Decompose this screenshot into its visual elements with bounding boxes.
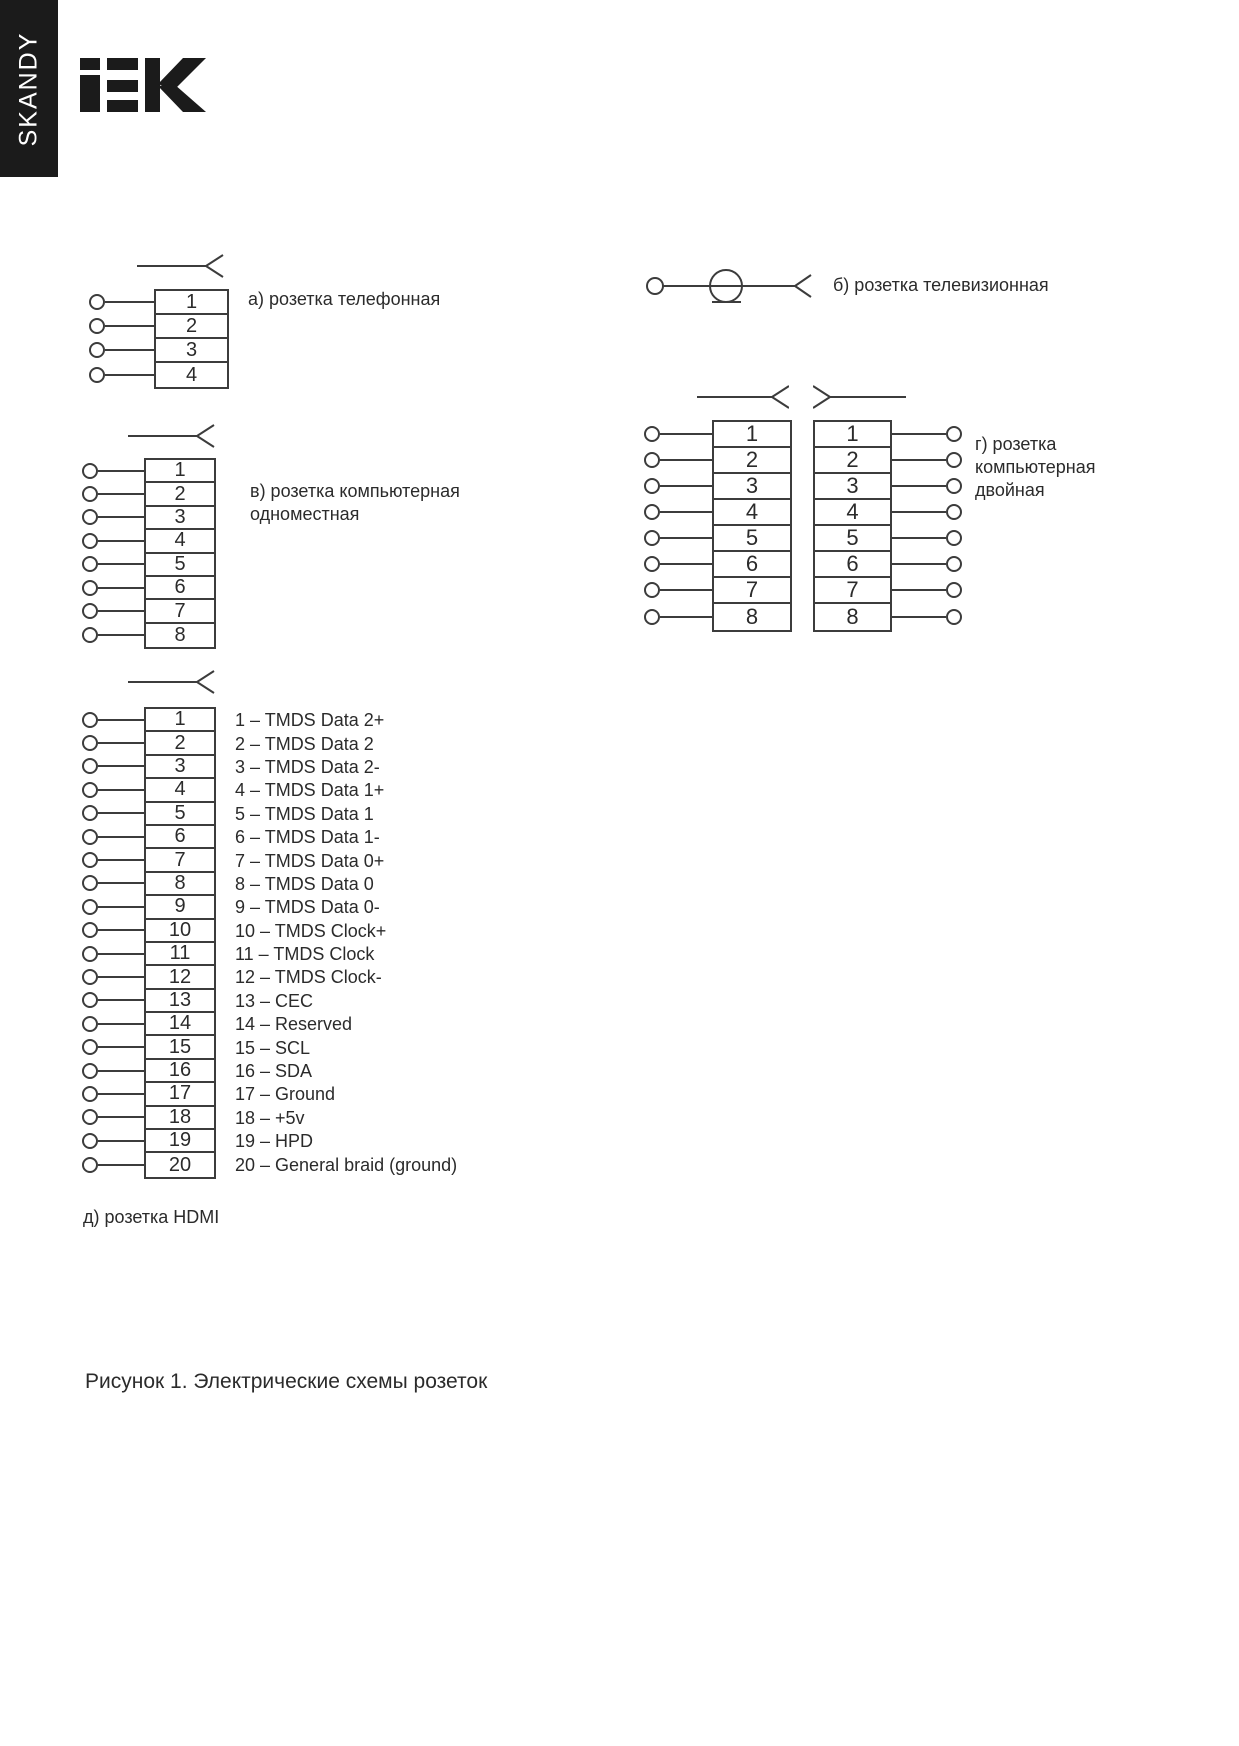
pin-cell: 2 (156, 315, 227, 339)
pin-description: 16 – SDA (235, 1061, 313, 1082)
computer-double-left-pin-stack (712, 420, 792, 632)
pin-cell: 5 (146, 803, 214, 826)
computer-double-right-pin-stack (813, 420, 892, 632)
pin-description: 10 – TMDS Clock+ (235, 920, 387, 941)
pin-cell: 8 (815, 604, 890, 630)
pin-cell: 7 (146, 600, 214, 623)
label-tv-socket: б) розетка телевизионная (833, 275, 1049, 295)
pin-cell: 1 (714, 422, 790, 448)
pin-cell: 3 (156, 339, 227, 363)
pin-cell: 1 (146, 709, 214, 732)
socket-contact-icon (128, 669, 216, 695)
pin-cell: 3 (815, 474, 890, 500)
pin-cell: 4 (714, 500, 790, 526)
pin-cell: 17 (146, 1083, 214, 1106)
pin-description: 5 – TMDS Data 1 (235, 803, 374, 824)
label-line: в) розетка компьютерная (250, 481, 460, 501)
pin-cell: 14 (146, 1013, 214, 1036)
pin-cell: 6 (714, 552, 790, 578)
label-line: компьютерная (975, 457, 1096, 477)
brand-sidebar (0, 0, 58, 177)
plug-contact-icon (813, 385, 906, 409)
pin-description: 19 – HPD (235, 1131, 314, 1152)
pin-cell: 7 (815, 578, 890, 604)
pin-cell: 19 (146, 1130, 214, 1153)
pin-cell: 2 (714, 448, 790, 474)
pin-cell: 12 (146, 966, 214, 989)
pin-cell: 16 (146, 1060, 214, 1083)
pin-description: 15 – SCL (235, 1037, 311, 1058)
brand-vertical-label: SKANDY (14, 31, 43, 146)
hdmi-pin-descriptions (235, 709, 457, 1177)
label-computer-single (250, 480, 460, 526)
pin-description: 8 – TMDS Data 0 (235, 873, 374, 894)
pin-cell: 5 (714, 526, 790, 552)
pin-cell: 7 (146, 849, 214, 872)
pin-cell: 1 (156, 291, 227, 315)
pin-cell: 4 (156, 363, 227, 387)
pin-description: 4 – TMDS Data 1+ (235, 780, 385, 801)
pin-cell: 5 (815, 526, 890, 552)
pin-cell: 2 (815, 448, 890, 474)
pin-description: 17 – Ground (235, 1084, 336, 1105)
pin-cell: 1 (146, 460, 214, 483)
socket-contact-icon (137, 253, 225, 279)
socket-contact-icon (128, 423, 216, 449)
pin-description: 20 – General braid (ground) (235, 1154, 458, 1175)
pin-cell: 8 (146, 624, 214, 647)
label-hdmi-socket: д) розетка HDMI (83, 1207, 220, 1227)
label-computer-double (975, 433, 1095, 502)
pin-cell: 11 (146, 943, 214, 966)
pin-cell: 2 (146, 732, 214, 755)
pin-cell: 18 (146, 1107, 214, 1130)
pin-description: 1 – TMDS Data 2+ (235, 710, 385, 731)
pin-cell: 3 (714, 474, 790, 500)
iek-logo-icon (80, 58, 206, 113)
figure-caption: Рисунок 1. Электрические схемы розеток (85, 1370, 488, 1393)
pin-cell: 3 (146, 507, 214, 530)
pin-cell: 6 (815, 552, 890, 578)
pin-cell: 6 (146, 826, 214, 849)
pin-cell: 7 (714, 578, 790, 604)
pin-cell: 13 (146, 990, 214, 1013)
pin-cell: 2 (146, 483, 214, 506)
tv-socket-symbol-icon (645, 268, 817, 308)
computer-single-pin-stack (144, 458, 216, 649)
pin-cell: 3 (146, 756, 214, 779)
label-line: одноместная (250, 504, 360, 524)
label-line: г) розетка (975, 434, 1057, 454)
pin-description: 12 – TMDS Clock- (235, 967, 382, 988)
pin-description: 14 – Reserved (235, 1014, 353, 1035)
pin-cell: 8 (714, 604, 790, 630)
pin-description: 2 – TMDS Data 2 (235, 733, 374, 754)
pin-cell: 4 (146, 779, 214, 802)
pin-cell: 4 (815, 500, 890, 526)
socket-contact-icon (697, 385, 789, 409)
pin-cell: 6 (146, 577, 214, 600)
pin-description: 18 – +5v (235, 1107, 305, 1128)
pin-cell: 15 (146, 1036, 214, 1059)
pin-cell: 9 (146, 896, 214, 919)
pin-cell: 1 (815, 422, 890, 448)
pin-cell: 10 (146, 920, 214, 943)
telephone-socket-pin-stack (154, 289, 229, 389)
pin-description: 6 – TMDS Data 1- (235, 827, 380, 848)
pin-cell: 4 (146, 530, 214, 553)
label-line: двойная (975, 480, 1045, 500)
pin-cell: 8 (146, 873, 214, 896)
hdmi-pin-stack (144, 707, 216, 1179)
label-telephone-socket: а) розетка телефонная (248, 289, 441, 309)
pin-description: 7 – TMDS Data 0+ (235, 850, 385, 871)
pin-description: 9 – TMDS Data 0- (235, 897, 380, 918)
pin-description: 13 – CEC (235, 990, 314, 1011)
pin-description: 11 – TMDS Clock (235, 944, 375, 965)
pin-cell: 20 (146, 1153, 214, 1176)
pin-description: 3 – TMDS Data 2- (235, 756, 380, 777)
pin-cell: 5 (146, 554, 214, 577)
